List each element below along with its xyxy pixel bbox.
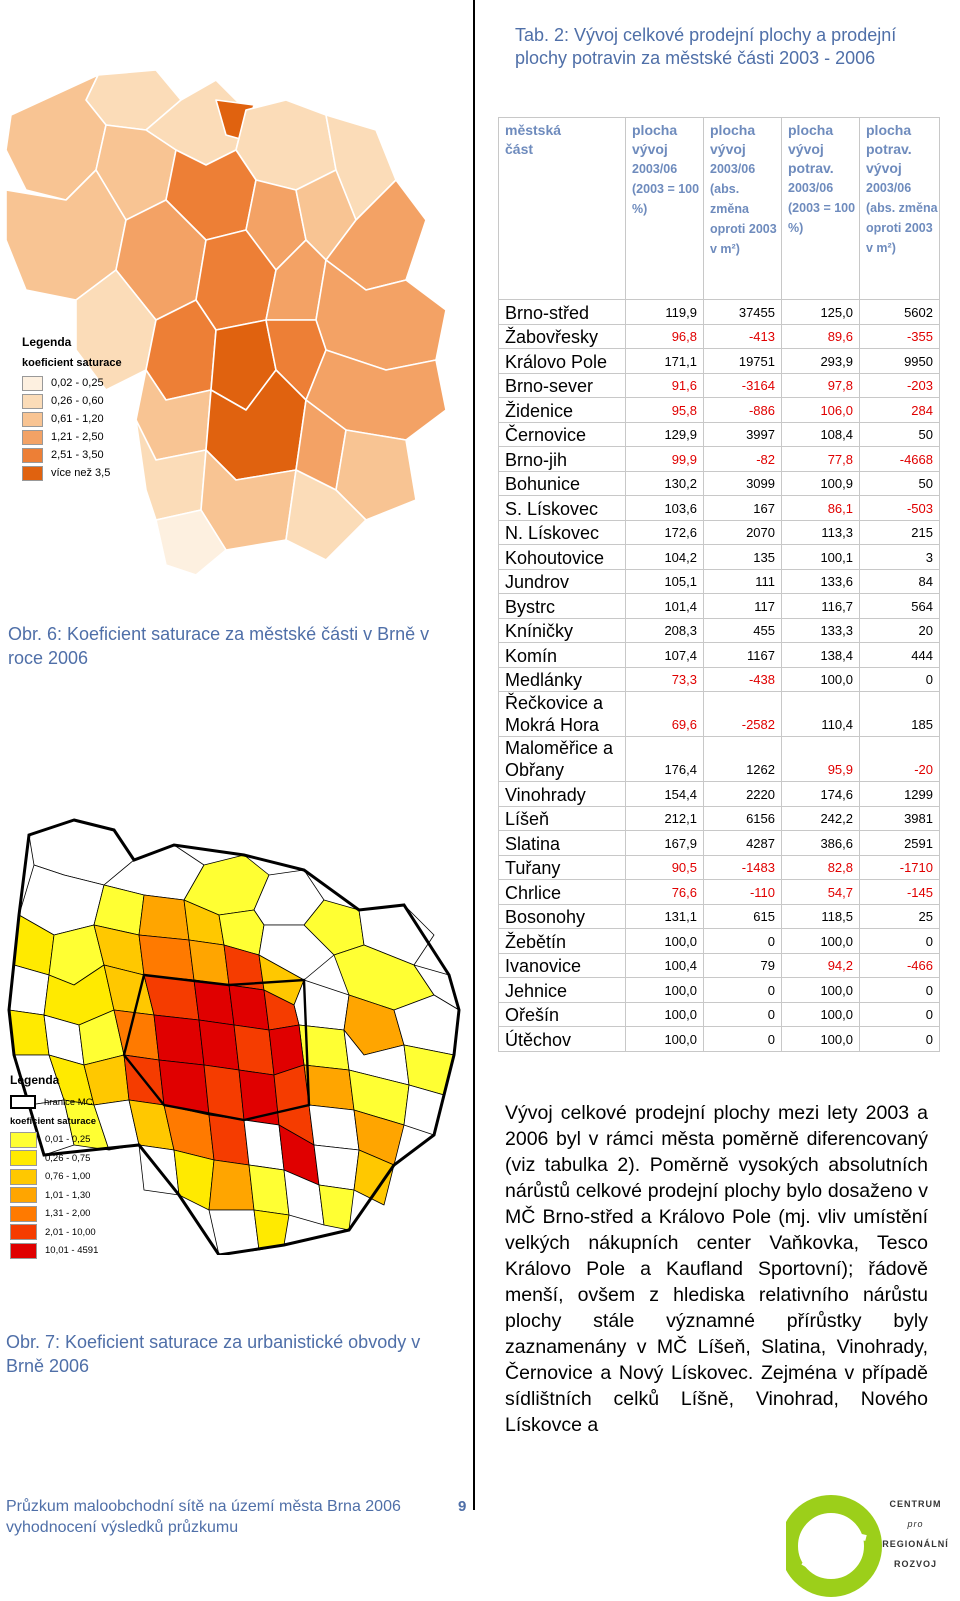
table-title: Tab. 2: Vývoj celkové prodejní plochy a prodejní plochy potravin za městské části 2003 - 2006 (515, 25, 897, 68)
cell-v2: 1262 (704, 737, 782, 782)
legend-label: 1,01 - 1,30 (45, 1189, 91, 1201)
table-row (499, 422, 940, 447)
cell-v4: 0 (860, 929, 940, 954)
cell-v4: 2591 (860, 831, 940, 856)
table-row (499, 643, 940, 668)
cell-v2: 0 (704, 1002, 782, 1027)
legend-swatch (10, 1224, 37, 1240)
legend-label: 1,21 - 2,50 (51, 431, 104, 443)
cell-v3: 293,9 (782, 349, 860, 374)
legend-label: 2,01 - 10,00 (45, 1226, 96, 1238)
cell-v1: 129,9 (626, 422, 704, 447)
cell-v3: 94,2 (782, 953, 860, 978)
district-name: Slatina (499, 831, 626, 856)
table-row (499, 300, 940, 325)
table-row (499, 594, 940, 619)
cell-v1: 100,4 (626, 953, 704, 978)
footer-line1: Průzkum maloobchodní sítě na území města Brna 2006 (6, 1498, 401, 1515)
district-name: Brno-sever (499, 373, 626, 398)
cell-v3: 133,3 (782, 618, 860, 643)
legend-boundary-label: hranice MC (44, 1096, 93, 1108)
cell-v4: -203 (860, 373, 940, 398)
cell-v4: -466 (860, 953, 940, 978)
cell-v4: -355 (860, 324, 940, 349)
cell-v4: -4668 (860, 447, 940, 472)
cell-v1: 154,4 (626, 782, 704, 807)
cell-v2: -3164 (704, 373, 782, 398)
table-row (499, 978, 940, 1003)
cell-v1: 76,6 (626, 880, 704, 905)
legend-swatch (10, 1169, 37, 1185)
cell-v4: 9950 (860, 349, 940, 374)
cell-v1: 90,5 (626, 855, 704, 880)
district-name: Ivanovice (499, 953, 626, 978)
district-name: Vinohrady (499, 782, 626, 807)
legend-swatch (10, 1206, 37, 1222)
legend-swatch (22, 430, 43, 445)
legend-label: 10,01 - 4591 (45, 1245, 99, 1257)
cell-v3: 77,8 (782, 447, 860, 472)
cell-v1: 130,2 (626, 471, 704, 496)
cell-v3: 118,5 (782, 904, 860, 929)
legend-boundary-row (10, 1093, 130, 1112)
table-row (499, 667, 940, 692)
cell-v2: 455 (704, 618, 782, 643)
district-name: N. Lískovec (499, 520, 626, 545)
cell-v1: 69,6 (626, 692, 704, 737)
cell-v4: 185 (860, 692, 940, 737)
legend-row (10, 1168, 130, 1187)
cell-v4: 564 (860, 594, 940, 619)
cell-v1: 100,0 (626, 929, 704, 954)
cell-v1: 172,6 (626, 520, 704, 545)
legend-row (10, 1186, 130, 1205)
cell-v1: 176,4 (626, 737, 704, 782)
legend-row (22, 464, 137, 482)
header-total-abs: plocha vývoj 2003/06 (abs. změna oproti 2003 v m²) (704, 118, 782, 300)
cell-v4: 84 (860, 569, 940, 594)
district-name: Chrlice (499, 880, 626, 905)
cell-v2: 1167 (704, 643, 782, 668)
district-name: Tuřany (499, 855, 626, 880)
cell-v2: 615 (704, 904, 782, 929)
legend-row (22, 446, 137, 464)
table-row (499, 324, 940, 349)
legend-label: 1,31 - 2,00 (45, 1208, 91, 1220)
legend-title: Legenda (10, 1073, 60, 1087)
cell-v4: 444 (860, 643, 940, 668)
cell-v4: 20 (860, 618, 940, 643)
district-name: Bystrc (499, 594, 626, 619)
cell-v1: 212,1 (626, 806, 704, 831)
cell-v3: 82,8 (782, 855, 860, 880)
cell-v4: 0 (860, 667, 940, 692)
cell-v4: 5602 (860, 300, 940, 325)
table-row (499, 447, 940, 472)
table-row (499, 782, 940, 807)
cell-v2: -413 (704, 324, 782, 349)
map1-legend (22, 335, 137, 482)
district-name: Kohoutovice (499, 545, 626, 570)
table-row (499, 349, 940, 374)
cell-v3: 242,2 (782, 806, 860, 831)
table-row (499, 545, 940, 570)
page-number: 9 (458, 1498, 467, 1515)
legend-row (10, 1131, 130, 1150)
district-name: Útěchov (499, 1027, 626, 1052)
cell-v4: 3981 (860, 806, 940, 831)
cell-v4: 0 (860, 978, 940, 1003)
legend-label: 0,76 - 1,00 (45, 1171, 91, 1183)
cell-v4: 0 (860, 1027, 940, 1052)
cell-v2: 2220 (704, 782, 782, 807)
cell-v2: 0 (704, 1027, 782, 1052)
cell-v3: 113,3 (782, 520, 860, 545)
table-row (499, 737, 940, 782)
legend-subtitle: koeficient saturace (10, 1115, 97, 1127)
map2-legend (10, 1073, 130, 1260)
district-name: Brno-střed (499, 300, 626, 325)
header-food-abs: plocha potrav. vývoj 2003/06 (abs. změna oproti 2003 v m²) (860, 118, 940, 300)
cell-v4: -145 (860, 880, 940, 905)
cell-v2: 135 (704, 545, 782, 570)
legend-title: Legenda (22, 335, 72, 349)
cell-v3: 95,9 (782, 737, 860, 782)
cell-v2: 117 (704, 594, 782, 619)
legend-label: 0,02 - 0,25 (51, 377, 104, 389)
cell-v4: 0 (860, 1002, 940, 1027)
cell-v4: -1710 (860, 855, 940, 880)
header-total-index: plocha vývoj 2003/06 (2003 = 100 %) (626, 118, 704, 300)
district-saturation-map (6, 70, 461, 575)
cell-v2: 79 (704, 953, 782, 978)
cell-v2: -82 (704, 447, 782, 472)
cell-v3: 108,4 (782, 422, 860, 447)
table-row (499, 1002, 940, 1027)
cell-v1: 95,8 (626, 398, 704, 423)
cell-v3: 100,0 (782, 667, 860, 692)
cell-v2: -1483 (704, 855, 782, 880)
boundary-swatch (10, 1095, 36, 1109)
legend-label: 0,26 - 0,60 (51, 395, 104, 407)
district-name: S. Lískovec (499, 496, 626, 521)
cell-v3: 86,1 (782, 496, 860, 521)
body-paragraph: Vývoj celkové prodejní plochy mezi lety 2003 a 2006 byl v rámci města poměrně diferencovaný (viz tabulka 2). Poměrně vysokých absolutních nárůstů celkové prodejní plochy bylo dosaženo v MČ Brno-střed a Královo Pole (mj. vliv umístění velkých nákupních center Vaňkovka, Tesco Královo Pole a Kaufland Sportovní); řádově menší, ovšem z hlediska relativního nárůstu plochy stále významné přírůstky byly zaznamenány v MČ Líšeň, Slatina, Vinohrady, Černovice a Nový Lískovec. Zejména v případě sídlištních celků Líšně, Vinohrad, Nového Lískovce a (505, 1102, 928, 1436)
cell-v1: 73,3 (626, 667, 704, 692)
cell-v3: 125,0 (782, 300, 860, 325)
district-name: Jundrov (499, 569, 626, 594)
cell-v1: 96,8 (626, 324, 704, 349)
cell-v2: 4287 (704, 831, 782, 856)
district-name: Komín (499, 643, 626, 668)
district-name: Kníničky (499, 618, 626, 643)
cell-v3: 100,1 (782, 545, 860, 570)
district-name: Maloměřice a Obřany (499, 737, 626, 782)
legend-swatch (22, 376, 43, 391)
cell-v3: 97,8 (782, 373, 860, 398)
cell-v4: -20 (860, 737, 940, 782)
cell-v2: 3099 (704, 471, 782, 496)
cell-v2: 37455 (704, 300, 782, 325)
cell-v1: 104,2 (626, 545, 704, 570)
table-row (499, 904, 940, 929)
legend-row (22, 374, 137, 392)
legend-label: více než 3,5 (51, 467, 111, 479)
cell-v3: 386,6 (782, 831, 860, 856)
cell-v1: 171,1 (626, 349, 704, 374)
table-row (499, 373, 940, 398)
table-row (499, 471, 940, 496)
legend-swatch (10, 1187, 37, 1203)
table-row (499, 569, 940, 594)
cell-v1: 100,0 (626, 1002, 704, 1027)
cell-v3: 100,0 (782, 1002, 860, 1027)
cell-v1: 107,4 (626, 643, 704, 668)
cell-v3: 100,0 (782, 1027, 860, 1052)
header-district: městská část (499, 118, 626, 300)
cell-v3: 133,6 (782, 569, 860, 594)
legend-row (10, 1223, 130, 1242)
legend-label: 0,01 - 0,25 (45, 1134, 91, 1146)
legend-label: 0,26 - 0,75 (45, 1152, 91, 1164)
cell-v1: 167,9 (626, 831, 704, 856)
legend-row (10, 1242, 130, 1261)
legend-row (10, 1205, 130, 1224)
header-food-index: plocha vývoj potrav. 2003/06 (2003 = 100 %) (782, 118, 860, 300)
legend-swatch (22, 394, 43, 409)
district-name: Bohunice (499, 471, 626, 496)
district-name: Medlánky (499, 667, 626, 692)
cell-v1: 103,6 (626, 496, 704, 521)
figure-6-caption: Obr. 6: Koeficient saturace za městské části v Brně v roce 2006 (8, 624, 430, 668)
legend-swatch (22, 466, 43, 481)
crr-logo-text: CENTRUM pro REGIONÁLNÍ ROZVOJ (882, 1499, 949, 1569)
cell-v2: 6156 (704, 806, 782, 831)
cell-v4: 3 (860, 545, 940, 570)
cell-v2: 3997 (704, 422, 782, 447)
cell-v4: 50 (860, 422, 940, 447)
table-row (499, 618, 940, 643)
cell-v1: 131,1 (626, 904, 704, 929)
cell-v2: -110 (704, 880, 782, 905)
cell-v3: 100,0 (782, 929, 860, 954)
cell-v1: 100,0 (626, 1027, 704, 1052)
table-row (499, 880, 940, 905)
district-name: Líšeň (499, 806, 626, 831)
cell-v4: 1299 (860, 782, 940, 807)
cell-v3: 116,7 (782, 594, 860, 619)
legend-label: 0,61 - 1,20 (51, 413, 104, 425)
cell-v4: 215 (860, 520, 940, 545)
district-name: Řečkovice a Mokrá Hora (499, 692, 626, 737)
column-divider (473, 0, 475, 1510)
cell-v4: -503 (860, 496, 940, 521)
legend-swatch (10, 1243, 37, 1259)
cell-v3: 100,9 (782, 471, 860, 496)
cell-v3: 110,4 (782, 692, 860, 737)
legend-label: 2,51 - 3,50 (51, 449, 104, 461)
table-row (499, 806, 940, 831)
cell-v2: 167 (704, 496, 782, 521)
legend-row (22, 428, 137, 446)
cell-v1: 101,4 (626, 594, 704, 619)
legend-subtitle: koeficient saturace (22, 357, 122, 369)
district-name: Královo Pole (499, 349, 626, 374)
legend-swatch (22, 448, 43, 463)
cell-v3: 54,7 (782, 880, 860, 905)
table-row (499, 398, 940, 423)
cell-v3: 89,6 (782, 324, 860, 349)
district-name: Ořešín (499, 1002, 626, 1027)
legend-swatch (10, 1150, 37, 1166)
table-row (499, 1027, 940, 1052)
table-row (499, 496, 940, 521)
cell-v2: 0 (704, 978, 782, 1003)
cell-v1: 100,0 (626, 978, 704, 1003)
cell-v1: 91,6 (626, 373, 704, 398)
cell-v1: 99,9 (626, 447, 704, 472)
legend-row (10, 1149, 130, 1168)
table-row (499, 855, 940, 880)
table-row (499, 929, 940, 954)
legend-row (22, 410, 137, 428)
district-name: Židenice (499, 398, 626, 423)
cell-v4: 50 (860, 471, 940, 496)
cell-v2: -2582 (704, 692, 782, 737)
district-name: Jehnice (499, 978, 626, 1003)
cell-v3: 106,0 (782, 398, 860, 423)
cell-v1: 208,3 (626, 618, 704, 643)
district-name: Žabovřesky (499, 324, 626, 349)
cell-v4: 284 (860, 398, 940, 423)
district-name: Žebětín (499, 929, 626, 954)
legend-row (22, 392, 137, 410)
cell-v1: 105,1 (626, 569, 704, 594)
legend-swatch (22, 412, 43, 427)
district-name: Bosonohy (499, 904, 626, 929)
cell-v3: 100,0 (782, 978, 860, 1003)
cell-v2: 19751 (704, 349, 782, 374)
cell-v2: -438 (704, 667, 782, 692)
district-name: Černovice (499, 422, 626, 447)
figure-7-caption: Obr. 7: Koeficient saturace za urbanistické obvody v Brně 2006 (6, 1332, 421, 1376)
table-row (499, 692, 940, 737)
footer (6, 1496, 401, 1538)
table-row (499, 831, 940, 856)
cell-v3: 138,4 (782, 643, 860, 668)
table-row (499, 953, 940, 978)
cell-v2: 2070 (704, 520, 782, 545)
table-row (499, 520, 940, 545)
sales-area-table (498, 117, 940, 1052)
cell-v1: 119,9 (626, 300, 704, 325)
cell-v3: 174,6 (782, 782, 860, 807)
cell-v2: 0 (704, 929, 782, 954)
cell-v2: -886 (704, 398, 782, 423)
cell-v4: 25 (860, 904, 940, 929)
legend-swatch (10, 1132, 37, 1148)
footer-line2: vyhodnocení výsledků průzkumu (6, 1519, 239, 1536)
district-name: Brno-jih (499, 447, 626, 472)
cell-v2: 111 (704, 569, 782, 594)
